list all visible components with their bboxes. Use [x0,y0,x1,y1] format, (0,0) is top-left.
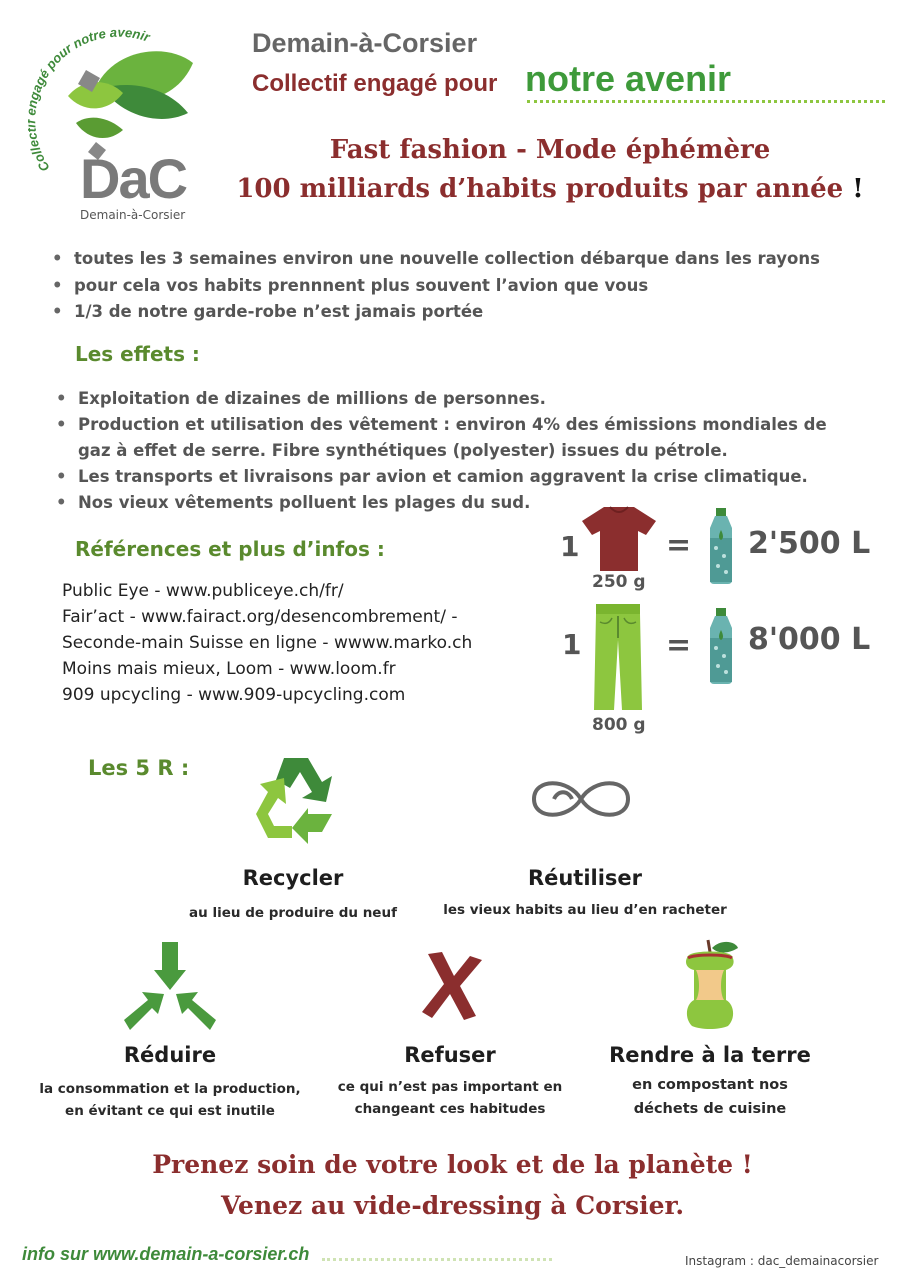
r-desc-reutiliser: les vieux habits au lieu d’en racheter [443,902,727,918]
water-equals: = [666,528,692,563]
reference-line: 909 upcycling - www.909-upcycling.com [62,685,406,705]
footer-dots [322,1258,552,1261]
r-title-recycler: Recycler [242,866,344,890]
r-title-reduire: Réduire [123,1043,217,1067]
closing-line-2: Venez au vide-dressing à Corsier. [220,1191,685,1220]
logo-letters: DaC [80,147,187,210]
water-bottle-icon [708,608,734,684]
references-list [62,578,502,708]
list-item: • toutes les 3 semaines environ une nouvelle collection débarque dans les rayons [48,246,868,273]
water-count: 1 [562,628,582,661]
jeans-icon [592,604,644,712]
r-desc-rendre-2: déchets de cuisine [633,1101,787,1117]
page-subtitle [200,174,900,204]
logo-arc-text: Coll agé pour notre avenir [28,24,152,175]
page-title: Fast fashion - Mode éphémère [329,135,771,165]
logo-caption: Demain-à-Corsier [80,208,186,222]
subtitle-text: 100 milliards d’habits produits par année [236,174,844,204]
reference-line: Fair’act - www.fairact.org/desencombrement/ - [62,607,458,627]
intro-list [48,246,868,326]
r-desc-recycler: au lieu de produire du neuf [189,905,397,921]
cross-icon [420,950,484,1022]
leaf-icon [76,118,123,138]
list-item: • Nos vieux vêtements polluent les plages du sud. [52,490,852,516]
subtitle-mark: ! [852,174,864,204]
list-item: • 1/3 de notre garde-robe n’est jamais portée [48,299,868,326]
water-bottle-icon [708,508,734,584]
water-count: 1 [560,530,580,563]
r-desc-rendre-1: en compostant nos [632,1077,788,1093]
reference-line: Public Eye - www.publiceye.ch/fr/ [62,581,344,601]
tagline-prefix: Collectif engagé pour [252,70,498,97]
water-footprint [540,500,880,750]
effects-list [52,386,852,516]
footer-info: info sur www.demain-a-corsier.ch [22,1244,310,1264]
reference-line: Seconde-main Suisse en ligne - wwww.marko.ch [62,633,473,653]
r-desc-reduire-1: la consommation et la production, [39,1081,301,1097]
tshirt-icon [580,505,658,573]
references-heading: Références et plus d’infos : [75,537,385,561]
water-liters: 2'500 L [748,526,871,561]
r-desc-refuser-2: changeant ces habitudes [354,1101,546,1117]
five-r-heading: Les 5 R : [88,756,190,780]
list-item: • pour cela vos habits prennnent plus souvent l’avion que vous [48,273,868,300]
list-item: • Les transports et livraisons par avion et camion aggravent la crise climatique. [52,464,852,490]
org-name: Demain-à-Corsier [252,28,478,58]
r-title-refuser: Refuser [404,1043,496,1067]
water-equals: = [666,628,692,663]
r-title-reutiliser: Réutiliser [527,866,643,890]
reference-line: Moins mais mieux, Loom - www.loom.fr [62,659,396,679]
r-title-rendre: Rendre à la terre [609,1043,811,1067]
infinity-loop-icon [528,772,634,826]
water-weight: 800 g [592,715,646,735]
effects-heading: Les effets : [75,342,200,366]
footer-instagram: Instagram : dac_demainacorsier [685,1254,879,1268]
r-desc-refuser-1: ce qui n’est pas important en [337,1079,563,1095]
r-desc-reduire-2: en évitant ce qui est inutile [65,1103,275,1119]
list-item: • Exploitation de dizaines de millions de personnes. [52,386,852,412]
list-item: • Production et utilisation des vêtement : environ 4% des émissions mondiales de gaz à effet de serre. Fibre synthétiques (polyester) issues du pétrole. [52,412,852,464]
tagline-highlight: notre avenir [525,58,732,99]
water-liters: 8'000 L [748,622,871,657]
tagline-underline [527,100,885,103]
water-weight: 250 g [592,572,646,592]
logo [28,18,213,228]
reduce-arrows-icon [118,942,222,1034]
closing-line-1: Prenez soin de votre look et de la planète ! [152,1150,753,1179]
recycle-icon [248,752,348,848]
apple-core-icon [682,938,740,1030]
